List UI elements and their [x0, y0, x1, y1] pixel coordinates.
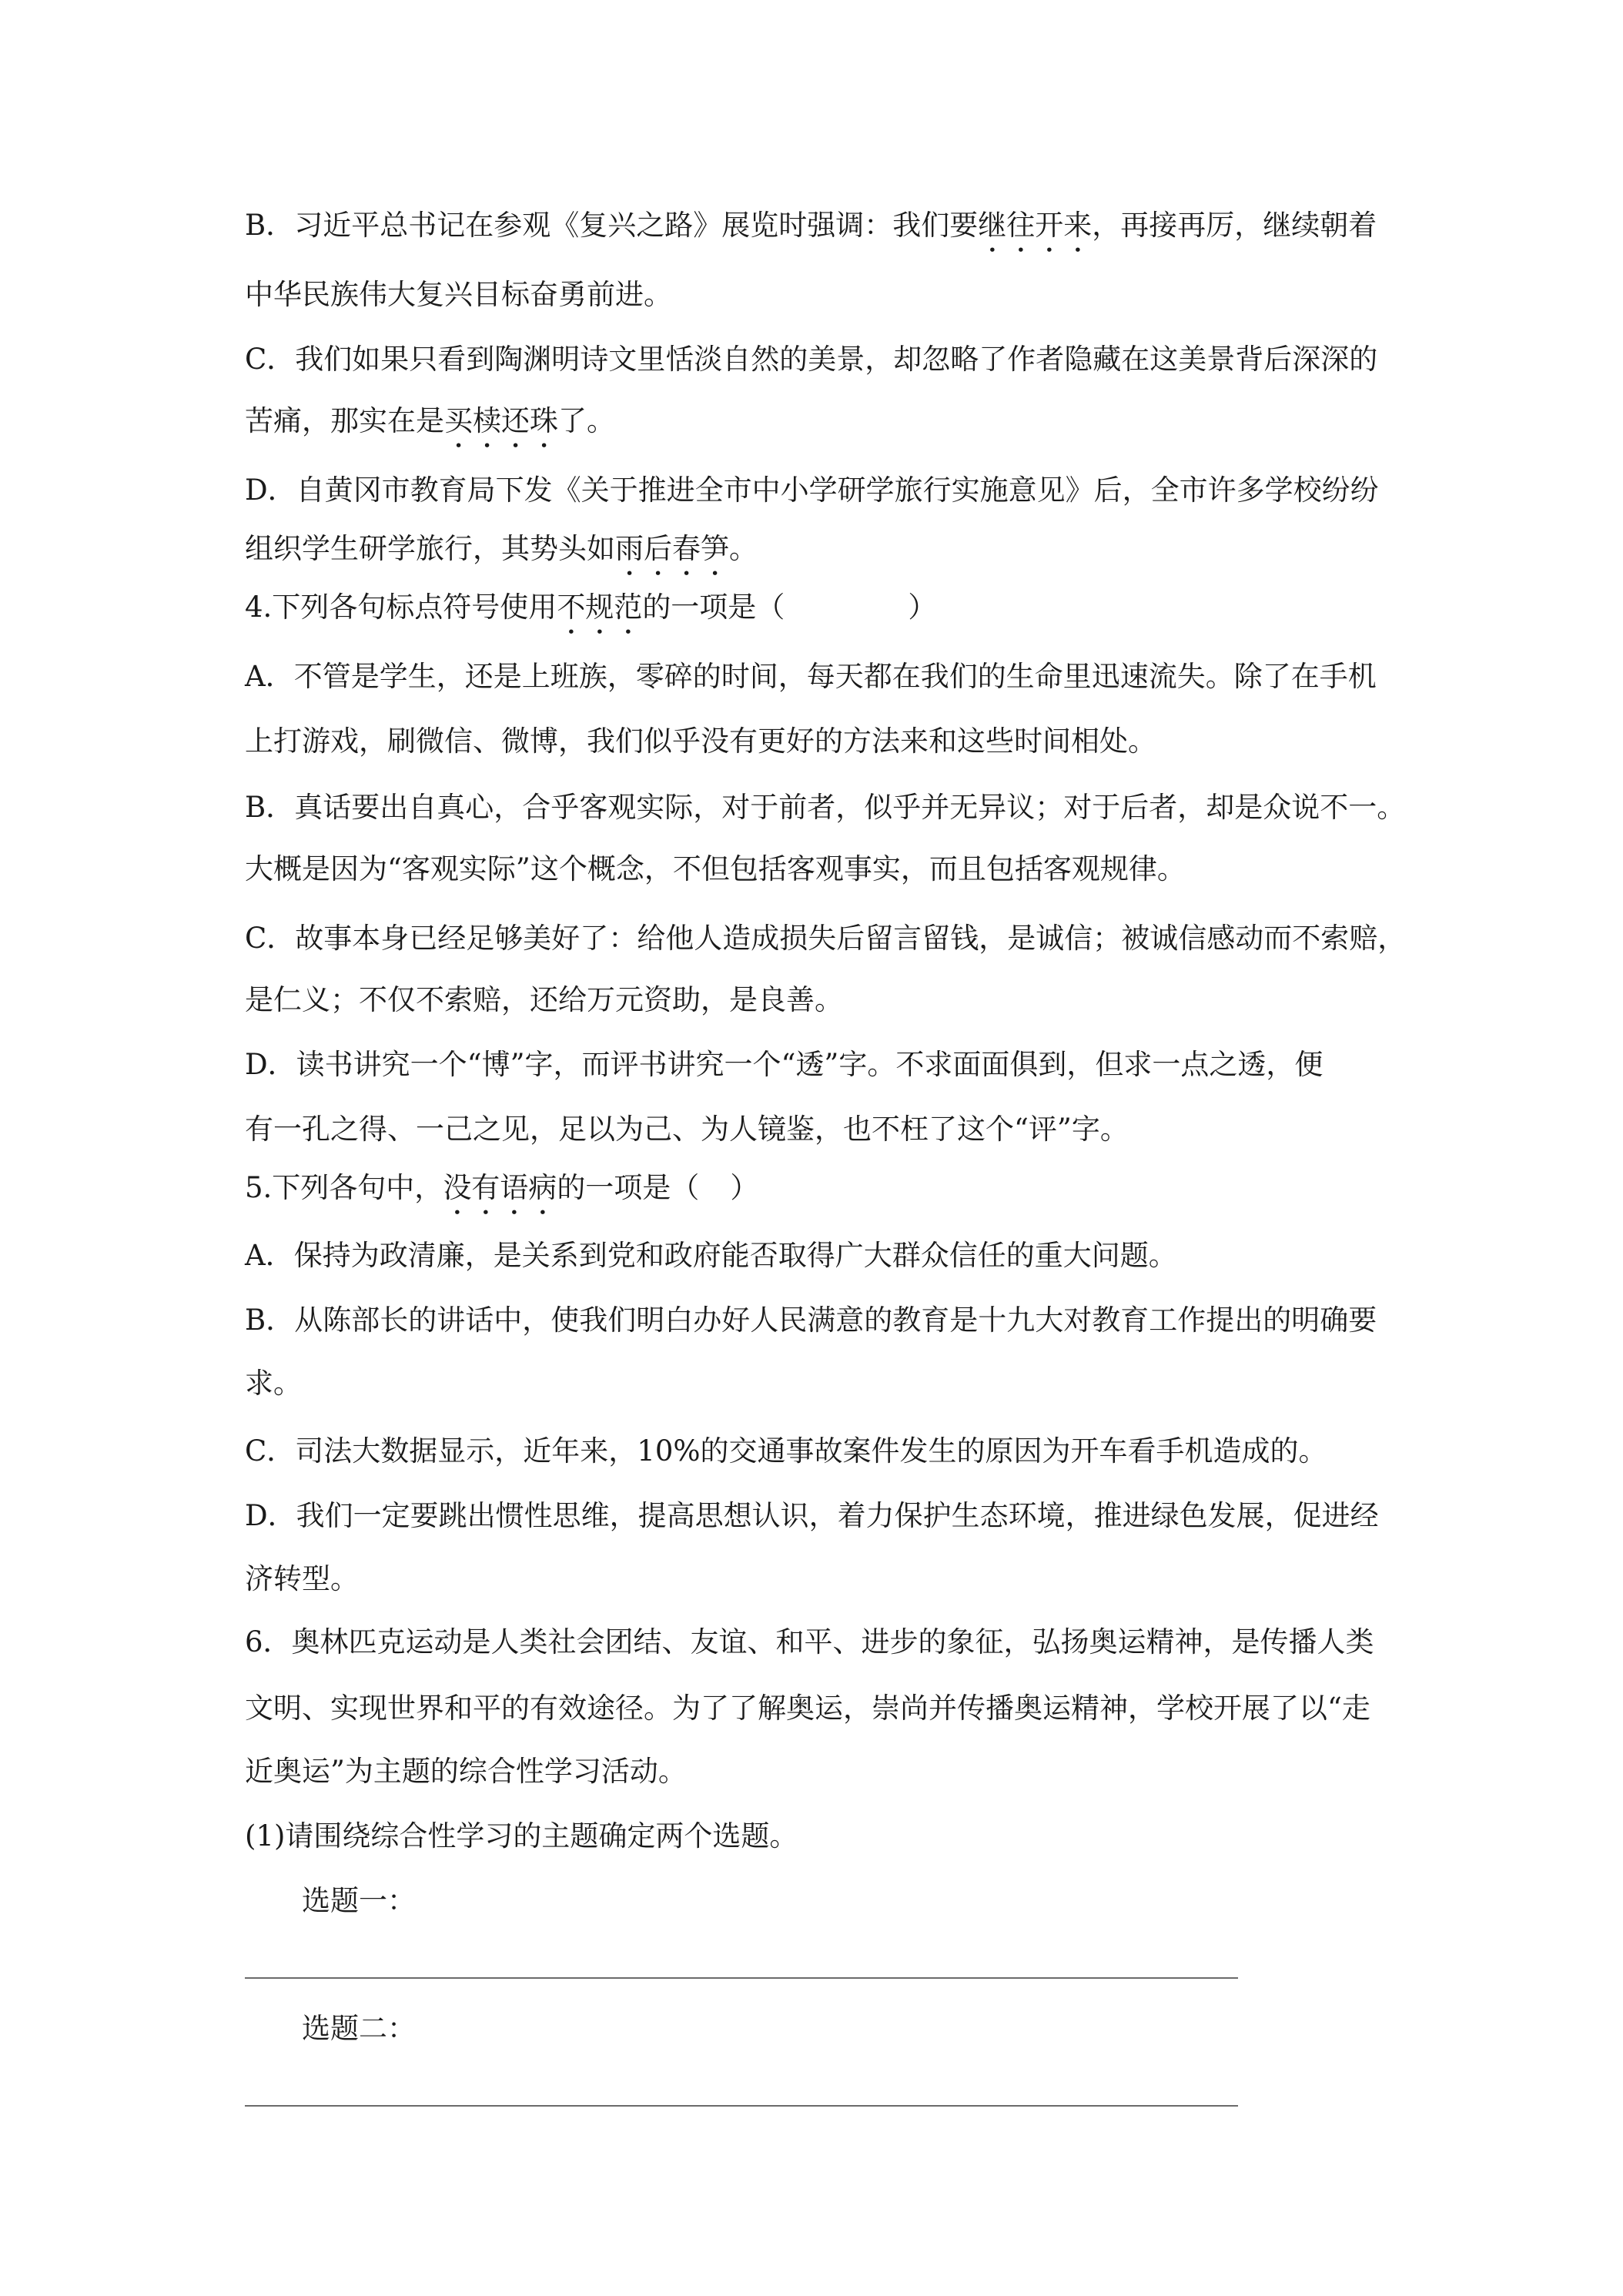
q4-stem — [245, 588, 1384, 641]
q4-option-b-line1: B．真话要出自真心，合乎客观实际，对于前者，似乎并无异议；对于后者，却是众说不一。 — [245, 791, 1406, 824]
q3-option-b-line2: 中华民族伟大复兴目标奋勇前进。 — [245, 278, 672, 311]
q4-option-c-line1: C．故事本身已经足够美好了：给他人造成损失后留言留钱，是诚信；被诚信感动而不索赔， — [245, 922, 1407, 955]
q5-option-b-line2: 求。 — [245, 1367, 302, 1400]
q3-option-d-text: 组织学生研学旅行，其势头如 — [245, 532, 615, 565]
q5-stem-text: 5.下列各句中， — [245, 1171, 443, 1204]
q6-paragraph-line2: 文明、实现世界和平的有效途径。为了了解奥运，崇尚并传播奥运精神，学校开展了以“走 — [245, 1692, 1370, 1725]
q4-option-a-line2: 上打游戏，刷微信、微博，我们似乎没有更好的方法来和这些时间相处。 — [245, 725, 1156, 758]
q3-option-b-text-end: ，再接再厉，继续朝着 — [1092, 209, 1377, 242]
q6-subquestion-1: (1)请围绕综合性学习的主题确定两个选题。 — [245, 1819, 798, 1853]
q5-stem-emphasis: 没有语病 — [443, 1171, 557, 1204]
q3-option-d-emphasis: 雨后春笋 — [615, 532, 729, 565]
q5-option-b-line1: B．从陈部长的讲话中，使我们明白办好人民满意的教育是十九大对教育工作提出的明确要 — [245, 1304, 1377, 1337]
q5-stem-close: ） — [730, 1171, 759, 1204]
q5-stem-text-end: 的一项是（ — [557, 1171, 700, 1204]
topic-2-label: 选题二： — [302, 2012, 416, 2045]
q4-stem-close: ） — [908, 591, 937, 624]
q3-option-d-text-end: 。 — [729, 532, 758, 565]
topic-1-answer-line[interactable] — [245, 1977, 1238, 1979]
q5-option-a-line1: A．保持为政清廉，是关系到党和政府能否取得广大群众信任的重大问题。 — [245, 1239, 1177, 1272]
q3-option-b-emphasis: 继往开来 — [978, 209, 1093, 242]
q5-stem — [245, 1169, 1384, 1221]
q3-option-d-line1: D．自黄冈市教育局下发《关于推进全市中小学研学旅行实施意见》后，全市许多学校纷纷 — [245, 474, 1379, 507]
q3-option-b-line1 — [245, 206, 1384, 259]
q3-option-c-text: 苦痛，那实在是 — [245, 404, 444, 437]
q3-option-c-line2 — [245, 402, 1384, 454]
q4-stem-text: 4.下列各句标点符号使用 — [245, 591, 557, 624]
q5-option-d-line2: 济转型。 — [245, 1562, 359, 1595]
q3-option-c-emphasis: 买椟还珠 — [444, 404, 558, 437]
topic-2-answer-line[interactable] — [245, 2105, 1238, 2107]
q5-option-d-line1: D．我们一定要跳出惯性思维，提高思想认识，着力保护生态环境，推进绿色发展，促进经 — [245, 1499, 1379, 1532]
q4-option-d-line1: D．读书讲究一个“博”字，而评书讲究一个“透”字。不求面面俱到，但求一点之透，便 — [245, 1048, 1323, 1081]
q6-paragraph-line3: 近奥运”为主题的综合性学习活动。 — [245, 1755, 687, 1788]
q3-option-d-line2 — [245, 530, 1384, 582]
q4-stem-emphasis: 不规范 — [557, 591, 643, 624]
q3-option-c-text-end: 了。 — [558, 404, 615, 437]
q5-option-c-line1: C．司法大数据显示，近年来，10%的交通事故案件发生的原因为开车看手机造成的。 — [245, 1434, 1327, 1468]
q6-paragraph-line1: 6．奥林匹克运动是人类社会团结、友谊、和平、进步的象征，弘扬奥运精神，是传播人类 — [245, 1625, 1374, 1658]
q4-option-a-line1: A．不管是学生，还是上班族，零碎的时间，每天都在我们的生命里迅速流失。除了在手机 — [245, 660, 1377, 693]
q4-option-d-line2: 有一孔之得、一己之见，足以为己、为人镜鉴，也不枉了这个“评”字。 — [245, 1113, 1129, 1146]
q4-option-b-line2: 大概是因为“客观实际”这个概念，不但包括客观事实，而且包括客观规律。 — [245, 852, 1186, 885]
topic-1-label: 选题一： — [302, 1884, 416, 1917]
q4-option-c-line2: 是仁义；不仅不索赔，还给万元资助，是良善。 — [245, 983, 843, 1016]
q4-stem-text-end: 的一项是（ — [642, 591, 785, 624]
q3-option-c-line1: C．我们如果只看到陶渊明诗文里恬淡自然的美景，却忽略了作者隐藏在这美景背后深深的 — [245, 343, 1378, 376]
q3-option-b-text: B．习近平总书记在参观《复兴之路》展览时强调：我们要 — [245, 209, 979, 242]
